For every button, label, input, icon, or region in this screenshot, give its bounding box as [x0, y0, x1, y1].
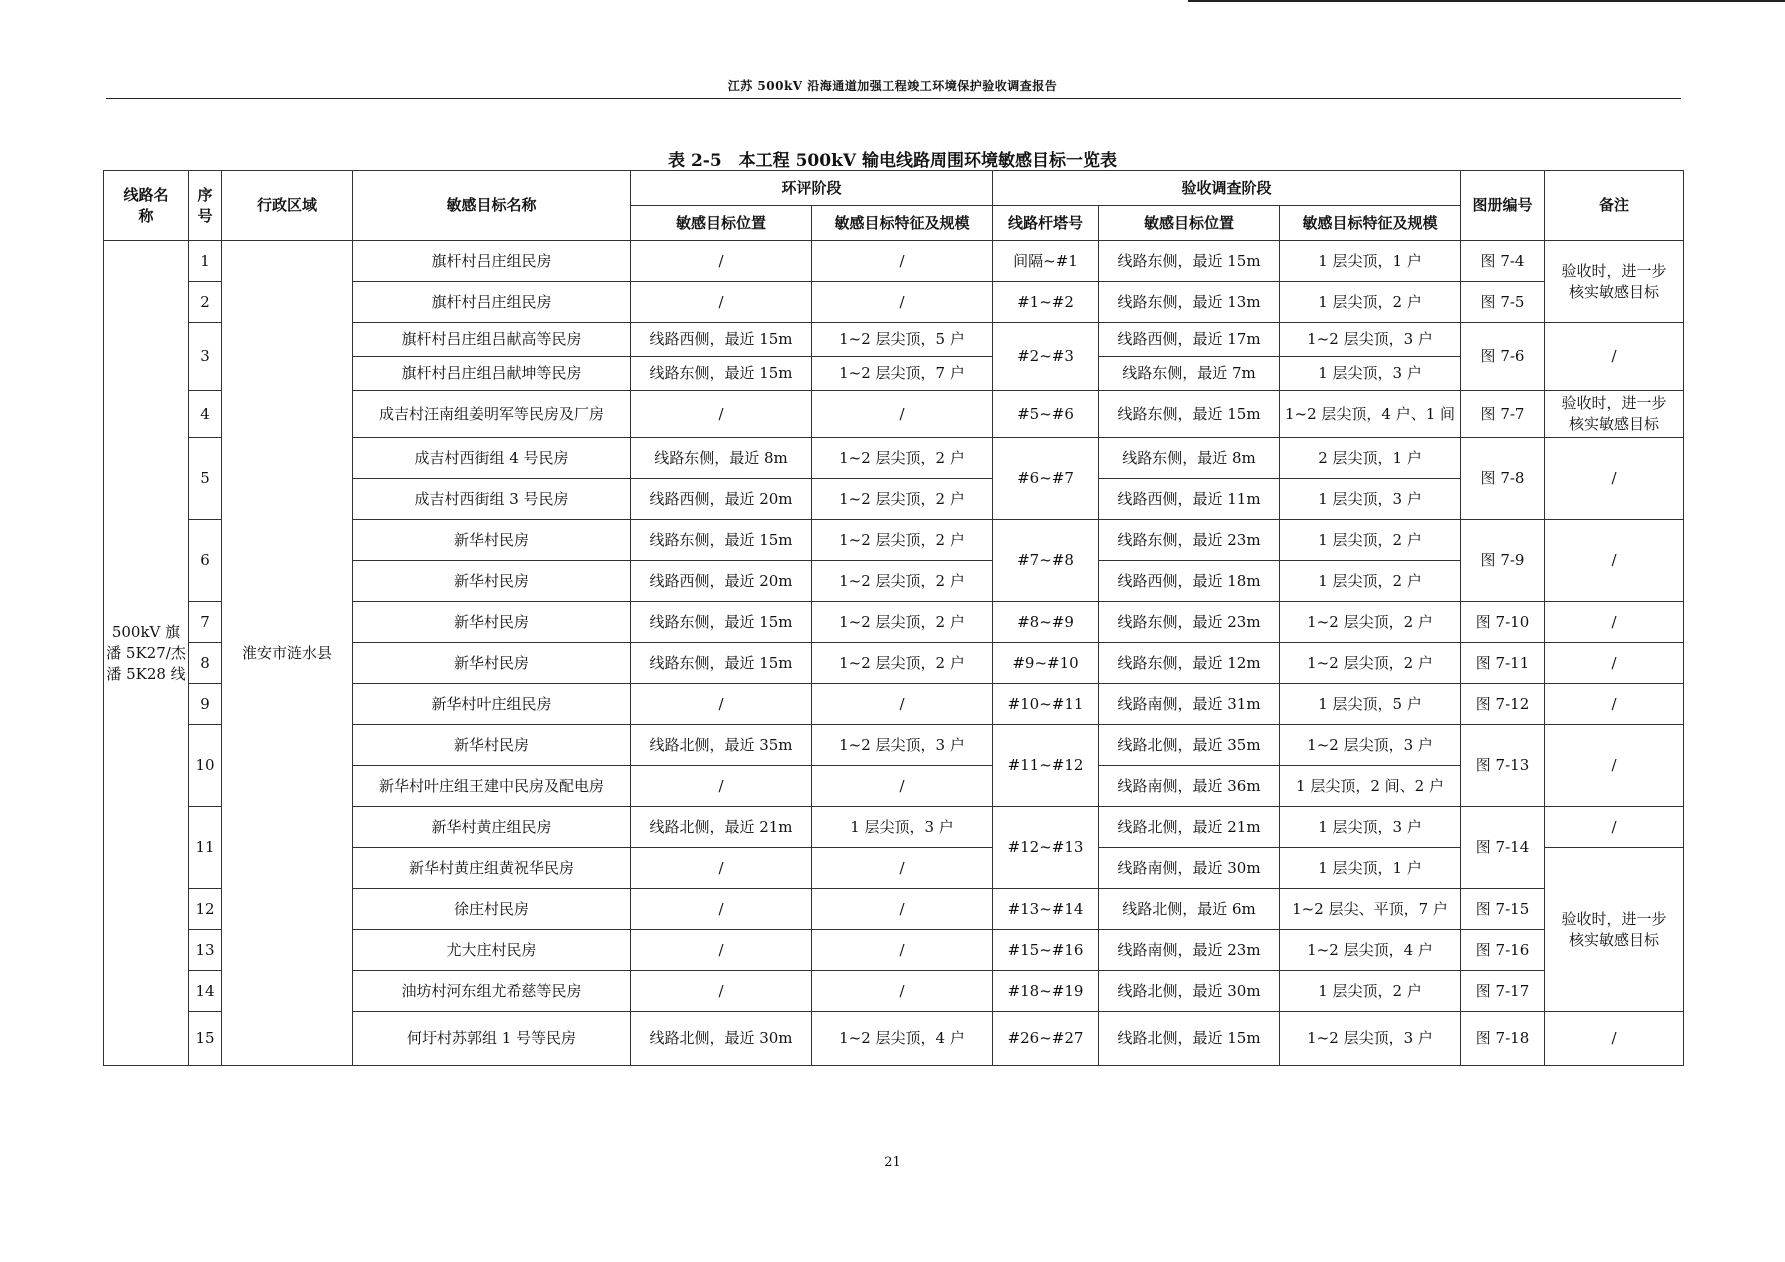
acc-position-cell: 线路南侧，最近 23m	[1099, 930, 1280, 971]
eia-feature-cell: 1~2 层尖顶，7 户	[812, 357, 993, 391]
target-name-cell: 新华村叶庄组民房	[353, 684, 631, 725]
figure-no-cell: 图 7-5	[1461, 282, 1545, 323]
target-name-cell: 新华村民房	[353, 561, 631, 602]
acc-feature-cell: 1~2 层尖顶，4 户、1 间	[1280, 391, 1461, 438]
acc-position-cell: 线路南侧，最近 36m	[1099, 766, 1280, 807]
col-header-acc-feature: 敏感目标特征及规模	[1280, 206, 1461, 241]
figure-no-cell: 图 7-8	[1461, 438, 1545, 520]
figure-no-cell: 图 7-6	[1461, 323, 1545, 391]
remark-cell: /	[1545, 438, 1684, 520]
eia-feature-cell: 1~2 层尖顶，5 户	[812, 323, 993, 357]
figure-no-cell: 图 7-11	[1461, 643, 1545, 684]
eia-feature-cell: 1~2 层尖顶，2 户	[812, 561, 993, 602]
eia-position-cell: 线路北侧，最近 35m	[631, 725, 812, 766]
eia-feature-cell: /	[812, 971, 993, 1012]
target-name-cell: 油坊村河东组尤希慈等民房	[353, 971, 631, 1012]
eia-feature-cell: 1~2 层尖顶，2 户	[812, 520, 993, 561]
target-name-cell: 旗杆村吕庄组吕献高等民房	[353, 323, 631, 357]
acc-position-cell: 线路东侧，最近 7m	[1099, 357, 1280, 391]
seq-cell: 11	[189, 807, 222, 889]
target-name-cell: 徐庄村民房	[353, 889, 631, 930]
target-name-cell: 新华村黄庄组民房	[353, 807, 631, 848]
acc-position-cell: 线路东侧，最近 15m	[1099, 241, 1280, 282]
acc-position-cell: 线路西侧，最近 11m	[1099, 479, 1280, 520]
seq-cell: 2	[189, 282, 222, 323]
figure-no-cell: 图 7-9	[1461, 520, 1545, 602]
acc-feature-cell: 1~2 层尖顶，3 户	[1280, 725, 1461, 766]
acc-feature-cell: 1 层尖顶，2 间、2 户	[1280, 766, 1461, 807]
tower-no-cell: 间隔~#1	[993, 241, 1099, 282]
col-header-remark: 备注	[1545, 171, 1684, 241]
tower-no-cell: #2~#3	[993, 323, 1099, 391]
seq-cell: 9	[189, 684, 222, 725]
table-row	[104, 241, 1684, 282]
acc-feature-cell: 2 层尖顶，1 户	[1280, 438, 1461, 479]
eia-position-cell: /	[631, 930, 812, 971]
eia-position-cell: 线路东侧，最近 15m	[631, 602, 812, 643]
acc-position-cell: 线路东侧，最近 13m	[1099, 282, 1280, 323]
district-cell: 淮安市涟水县	[222, 241, 353, 1066]
eia-feature-cell: /	[812, 684, 993, 725]
eia-position-cell: 线路西侧，最近 15m	[631, 323, 812, 357]
remark-cell: /	[1545, 684, 1684, 725]
figure-no-cell: 图 7-10	[1461, 602, 1545, 643]
eia-position-cell: 线路北侧，最近 30m	[631, 1012, 812, 1066]
tower-no-cell: #10~#11	[993, 684, 1099, 725]
eia-feature-cell: 1 层尖顶，3 户	[812, 807, 993, 848]
tower-no-cell: #8~#9	[993, 602, 1099, 643]
eia-feature-cell: 1~2 层尖顶，2 户	[812, 438, 993, 479]
seq-cell: 4	[189, 391, 222, 438]
acc-feature-cell: 1 层尖顶，2 户	[1280, 282, 1461, 323]
acc-position-cell: 线路西侧，最近 18m	[1099, 561, 1280, 602]
eia-feature-cell: /	[812, 241, 993, 282]
col-header-figure-no: 图册编号	[1461, 171, 1545, 241]
remark-cell: /	[1545, 807, 1684, 848]
acc-feature-cell: 1~2 层尖顶，3 户	[1280, 1012, 1461, 1066]
tower-no-cell: #18~#19	[993, 971, 1099, 1012]
remark-cell: 验收时，进一步核实敏感目标	[1545, 848, 1684, 1012]
eia-feature-cell: /	[812, 282, 993, 323]
seq-cell: 8	[189, 643, 222, 684]
eia-position-cell: /	[631, 848, 812, 889]
col-header-district: 行政区域	[222, 171, 353, 241]
target-name-cell: 新华村黄庄组黄祝华民房	[353, 848, 631, 889]
eia-feature-cell: 1~2 层尖顶，4 户	[812, 1012, 993, 1066]
col-header-eia-feature: 敏感目标特征及规模	[812, 206, 993, 241]
col-header-acceptance-stage: 验收调查阶段	[993, 171, 1461, 206]
tower-no-cell: #9~#10	[993, 643, 1099, 684]
eia-position-cell: 线路西侧，最近 20m	[631, 479, 812, 520]
seq-cell: 15	[189, 1012, 222, 1066]
remark-cell: 验收时，进一步核实敏感目标	[1545, 391, 1684, 438]
eia-position-cell: /	[631, 971, 812, 1012]
eia-feature-cell: /	[812, 930, 993, 971]
target-name-cell: 新华村民房	[353, 520, 631, 561]
acc-feature-cell: 1 层尖顶，2 户	[1280, 971, 1461, 1012]
acc-feature-cell: 1~2 层尖顶，3 户	[1280, 323, 1461, 357]
acc-position-cell: 线路西侧，最近 17m	[1099, 323, 1280, 357]
target-name-cell: 旗杆村吕庄组吕献坤等民房	[353, 357, 631, 391]
figure-no-cell: 图 7-17	[1461, 971, 1545, 1012]
tower-no-cell: #13~#14	[993, 889, 1099, 930]
target-name-cell: 旗杆村吕庄组民房	[353, 241, 631, 282]
figure-no-cell: 图 7-13	[1461, 725, 1545, 807]
acc-feature-cell: 1 层尖顶，2 户	[1280, 520, 1461, 561]
col-header-target-name: 敏感目标名称	[353, 171, 631, 241]
sensitive-targets-table	[103, 170, 1684, 1066]
eia-position-cell: /	[631, 391, 812, 438]
target-name-cell: 成吉村西街组 4 号民房	[353, 438, 631, 479]
eia-feature-cell: 1~2 层尖顶，2 户	[812, 643, 993, 684]
tower-no-cell: #26~#27	[993, 1012, 1099, 1066]
acc-position-cell: 线路南侧，最近 30m	[1099, 848, 1280, 889]
seq-cell: 12	[189, 889, 222, 930]
remark-cell: /	[1545, 520, 1684, 602]
acc-feature-cell: 1 层尖顶，2 户	[1280, 561, 1461, 602]
tower-no-cell: #12~#13	[993, 807, 1099, 889]
target-name-cell: 新华村民房	[353, 643, 631, 684]
eia-feature-cell: /	[812, 889, 993, 930]
target-name-cell: 何圩村苏郭组 1 号等民房	[353, 1012, 631, 1066]
eia-position-cell: /	[631, 684, 812, 725]
target-name-cell: 尤大庄村民房	[353, 930, 631, 971]
acc-position-cell: 线路东侧，最近 23m	[1099, 520, 1280, 561]
seq-cell: 7	[189, 602, 222, 643]
remark-cell: /	[1545, 602, 1684, 643]
tower-no-cell: #7~#8	[993, 520, 1099, 602]
col-header-eia-stage: 环评阶段	[631, 171, 993, 206]
remark-cell: /	[1545, 643, 1684, 684]
acc-feature-cell: 1 层尖顶，5 户	[1280, 684, 1461, 725]
acc-feature-cell: 1 层尖顶，3 户	[1280, 807, 1461, 848]
eia-position-cell: /	[631, 282, 812, 323]
acc-feature-cell: 1 层尖顶，1 户	[1280, 848, 1461, 889]
acc-position-cell: 线路北侧，最近 35m	[1099, 725, 1280, 766]
acc-position-cell: 线路南侧，最近 31m	[1099, 684, 1280, 725]
acc-position-cell: 线路东侧，最近 15m	[1099, 391, 1280, 438]
figure-no-cell: 图 7-4	[1461, 241, 1545, 282]
acc-position-cell: 线路北侧，最近 15m	[1099, 1012, 1280, 1066]
acc-feature-cell: 1~2 层尖顶，2 户	[1280, 602, 1461, 643]
remark-cell: 验收时，进一步核实敏感目标	[1545, 241, 1684, 323]
tower-no-cell: #5~#6	[993, 391, 1099, 438]
eia-position-cell: 线路东侧，最近 15m	[631, 520, 812, 561]
tower-no-cell: #6~#7	[993, 438, 1099, 520]
tower-no-cell: #15~#16	[993, 930, 1099, 971]
target-name-cell: 新华村民房	[353, 725, 631, 766]
eia-position-cell: 线路东侧，最近 8m	[631, 438, 812, 479]
acc-position-cell: 线路东侧，最近 23m	[1099, 602, 1280, 643]
eia-feature-cell: /	[812, 766, 993, 807]
eia-position-cell: /	[631, 241, 812, 282]
eia-position-cell: 线路北侧，最近 21m	[631, 807, 812, 848]
tower-no-cell: #1~#2	[993, 282, 1099, 323]
col-header-line-name: 线路名称	[104, 171, 189, 241]
acc-position-cell: 线路北侧，最近 30m	[1099, 971, 1280, 1012]
figure-no-cell: 图 7-7	[1461, 391, 1545, 438]
acc-feature-cell: 1~2 层尖、平顶，7 户	[1280, 889, 1461, 930]
header-rule	[106, 98, 1681, 99]
acc-feature-cell: 1~2 层尖顶，4 户	[1280, 930, 1461, 971]
seq-cell: 3	[189, 323, 222, 391]
eia-feature-cell: /	[812, 391, 993, 438]
report-header-title: 江苏 500kV 沿海通道加强工程竣工环境保护验收调查报告	[727, 79, 1058, 93]
acc-feature-cell: 1~2 层尖顶，2 户	[1280, 643, 1461, 684]
eia-position-cell: 线路西侧，最近 20m	[631, 561, 812, 602]
eia-position-cell: 线路东侧，最近 15m	[631, 357, 812, 391]
col-header-eia-position: 敏感目标位置	[631, 206, 812, 241]
seq-cell: 13	[189, 930, 222, 971]
col-header-seq: 序号	[189, 171, 222, 241]
eia-feature-cell: /	[812, 848, 993, 889]
acc-feature-cell: 1 层尖顶，3 户	[1280, 357, 1461, 391]
page-number: 21	[884, 1155, 901, 1170]
eia-feature-cell: 1~2 层尖顶，3 户	[812, 725, 993, 766]
top-edge-rule	[1188, 0, 1785, 2]
eia-feature-cell: 1~2 层尖顶，2 户	[812, 602, 993, 643]
line-name-cell: 500kV 旗潘 5K27/杰潘 5K28 线	[104, 241, 189, 1066]
acc-position-cell: 线路北侧，最近 6m	[1099, 889, 1280, 930]
col-header-tower-no: 线路杆塔号	[993, 206, 1099, 241]
acc-feature-cell: 1 层尖顶，1 户	[1280, 241, 1461, 282]
acc-position-cell: 线路东侧，最近 8m	[1099, 438, 1280, 479]
target-name-cell: 成吉村汪南组姜明军等民房及厂房	[353, 391, 631, 438]
acc-feature-cell: 1 层尖顶，3 户	[1280, 479, 1461, 520]
seq-cell: 14	[189, 971, 222, 1012]
remark-cell: /	[1545, 1012, 1684, 1066]
figure-no-cell: 图 7-15	[1461, 889, 1545, 930]
seq-cell: 1	[189, 241, 222, 282]
target-name-cell: 新华村叶庄组王建中民房及配电房	[353, 766, 631, 807]
eia-feature-cell: 1~2 层尖顶，2 户	[812, 479, 993, 520]
tower-no-cell: #11~#12	[993, 725, 1099, 807]
eia-position-cell: /	[631, 889, 812, 930]
figure-no-cell: 图 7-16	[1461, 930, 1545, 971]
figure-no-cell: 图 7-12	[1461, 684, 1545, 725]
acc-position-cell: 线路北侧，最近 21m	[1099, 807, 1280, 848]
target-name-cell: 成吉村西街组 3 号民房	[353, 479, 631, 520]
remark-cell: /	[1545, 725, 1684, 807]
figure-no-cell: 图 7-14	[1461, 807, 1545, 889]
target-name-cell: 新华村民房	[353, 602, 631, 643]
seq-cell: 6	[189, 520, 222, 602]
remark-cell: /	[1545, 323, 1684, 391]
col-header-acc-position: 敏感目标位置	[1099, 206, 1280, 241]
seq-cell: 5	[189, 438, 222, 520]
seq-cell: 10	[189, 725, 222, 807]
acc-position-cell: 线路东侧，最近 12m	[1099, 643, 1280, 684]
figure-no-cell: 图 7-18	[1461, 1012, 1545, 1066]
table-caption: 表 2-5 本工程 500kV 输电线路周围环境敏感目标一览表	[668, 151, 1117, 171]
eia-position-cell: 线路东侧，最近 15m	[631, 643, 812, 684]
target-name-cell: 旗杆村吕庄组民房	[353, 282, 631, 323]
eia-position-cell: /	[631, 766, 812, 807]
